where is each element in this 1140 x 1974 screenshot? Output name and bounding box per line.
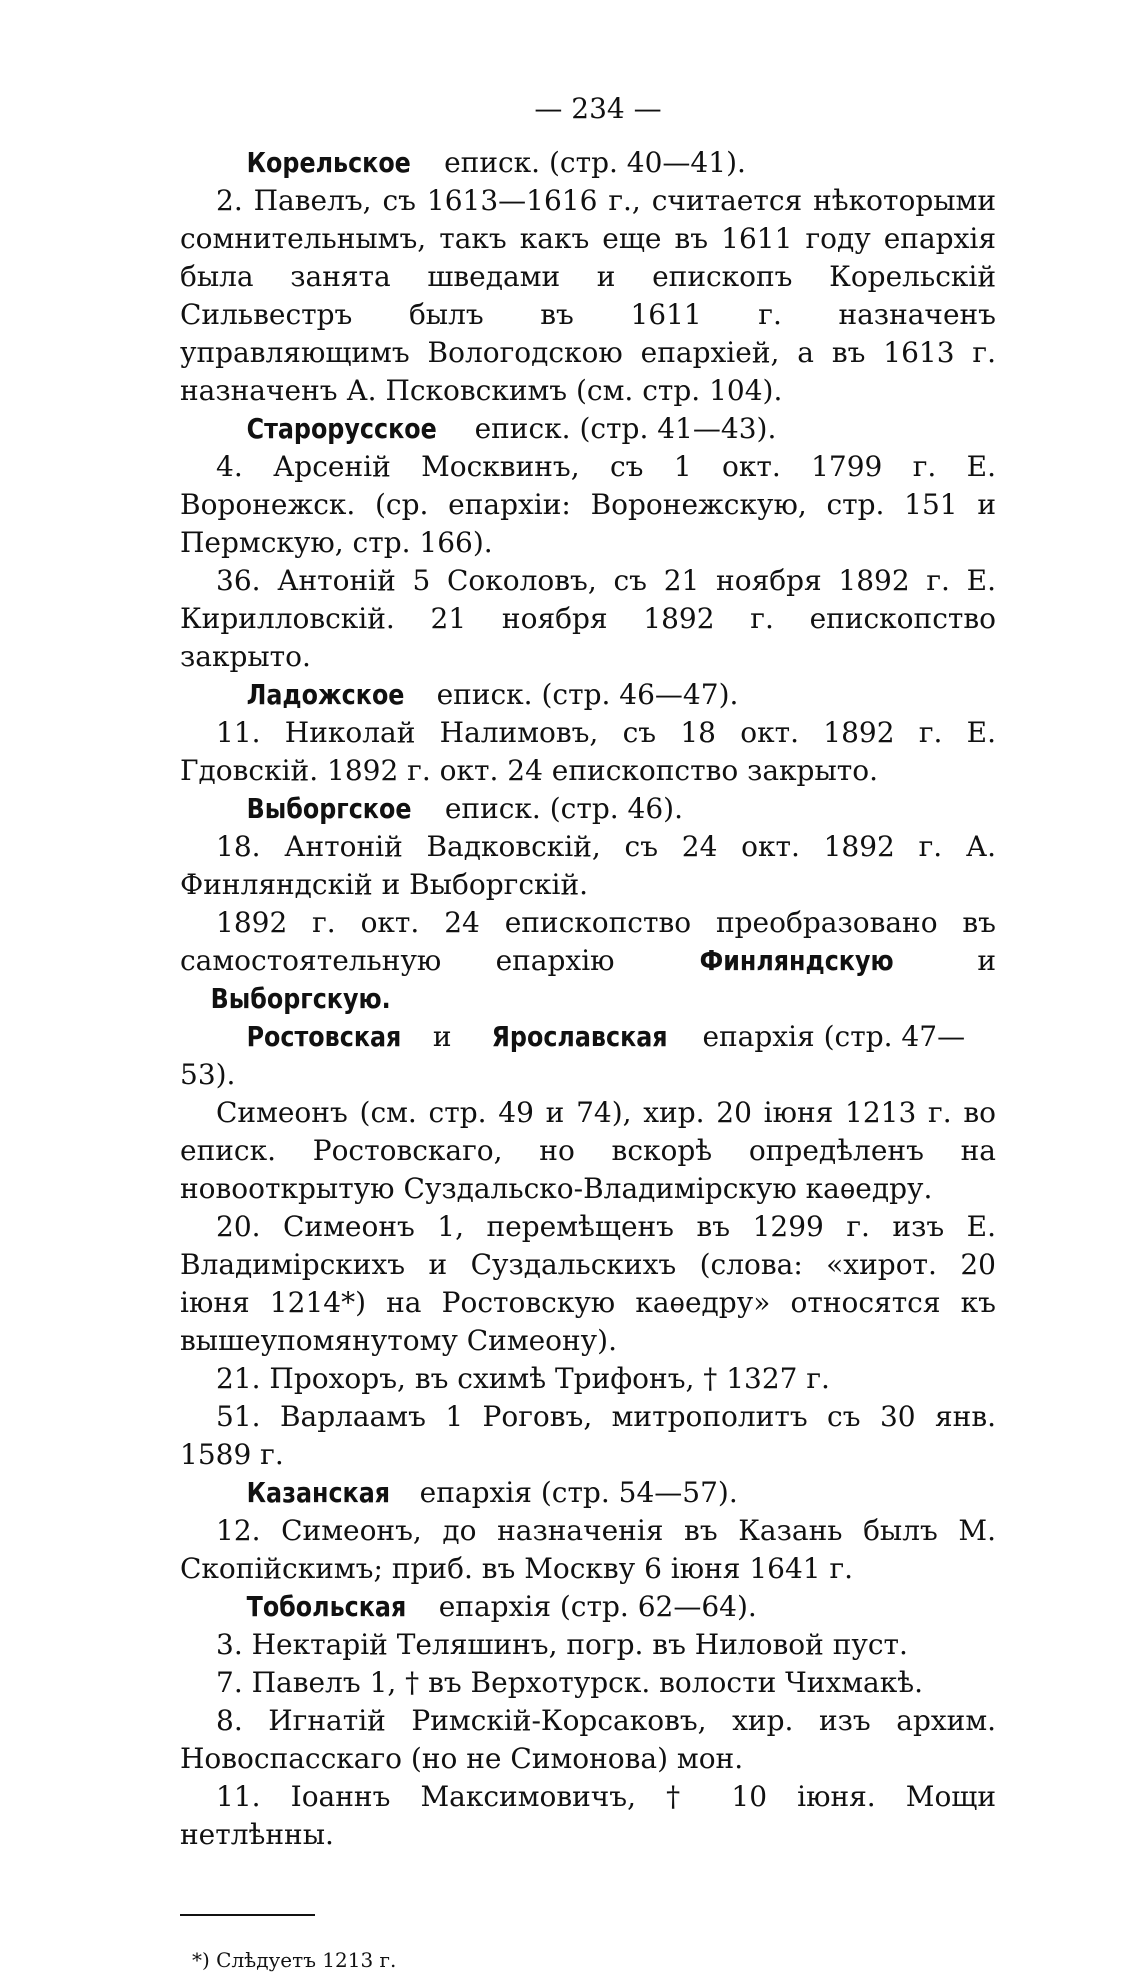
paragraph: 12. Симеонъ, до назначенія въ Казань былъ М. Скопійскимъ; приб. въ Москву 6 іюня 1641 г. bbox=[180, 1514, 996, 1585]
paragraph: 11. Николай Налимовъ, съ 18 окт. 1892 г. Е. Гдовскій. 1892 г. окт. 24 епископство закрыто. bbox=[180, 716, 996, 787]
page-number: — 234 — bbox=[534, 92, 662, 125]
paragraph: 11. Іоаннъ Максимовичъ, † 10 іюня. Мощи нетлѣнны. bbox=[180, 1780, 996, 1851]
heading-kazan: Казанская епархія (стр. 54—57). bbox=[246, 1476, 738, 1509]
heading-tobolsk: Тобольская епархія (стр. 62—64). bbox=[246, 1590, 757, 1623]
paragraph: Симеонъ (см. стр. 49 и 74), хир. 20 іюня 1213 г. во еписк. Ростовскаго, но вскорѣ опредѣленъ на новооткрытую Суздальско-Владимірскую каѳедру. bbox=[180, 1096, 996, 1205]
paragraph: 18. Антоній Вадковскій, съ 24 окт. 1892 г. А. Финляндскій и Выборгскій. bbox=[180, 830, 996, 901]
heading-starorusskoe: Старорусское еписк. (стр. 41—43). bbox=[246, 412, 777, 445]
footnote-rule bbox=[180, 1914, 315, 1916]
paragraph: 2. Павелъ, съ 1613—1616 г., считается нѣкоторыми сомнительнымъ, такъ какъ еще въ 1611 году епархія была занята шведами и епископъ Корельскій Сильвестръ былъ въ 1611 г. назначенъ управляющимъ Вологодскою епархіей, а въ 1613 г. назначенъ А. Псковскимъ (см. стр. 104). bbox=[180, 184, 996, 407]
footnote: *) Слѣдуетъ 1213 г. bbox=[192, 1948, 397, 1972]
page bbox=[180, 90, 996, 1974]
heading-vyborgskoe: Выборгское еписк. (стр. 46). bbox=[246, 792, 684, 825]
heading-rostov: Ростовская и Ярославская епархія (стр. 47—53). bbox=[180, 1020, 966, 1091]
paragraph: 51. Варлаамъ 1 Роговъ, митрополитъ съ 30 янв. 1589 г. bbox=[180, 1400, 996, 1471]
paragraph: 21. Прохоръ, въ схимѣ Трифонъ, † 1327 г. bbox=[216, 1362, 830, 1395]
paragraph: 8. Игнатій Римскій-Корсаковъ, хир. изъ архим. Новоспасскаго (но не Симонова) мон. bbox=[180, 1704, 996, 1775]
paragraph: 4. Арсеній Москвинъ, съ 1 окт. 1799 г. Е. Воронежск. (ср. епархіи: Воронежскую, стр. 151 и Пермскую, стр. 166). bbox=[180, 450, 996, 559]
heading-korelskoe: Корельское еписк. (стр. 40—41). bbox=[246, 146, 746, 179]
transform-note: 1892 г. окт. 24 епископство преобразовано въ самостоятельную епархію Финляндскую и Выборгскую. bbox=[180, 906, 997, 1015]
paragraph: 20. Симеонъ 1, перемѣщенъ въ 1299 г. изъ Е. Владимірскихъ и Суздальскихъ (слова: «хирот. 20 іюня 1214*) на Ростовскую каѳедру» относятся къ вышеупомянутому Симеону). bbox=[180, 1210, 996, 1357]
heading-ladozhskoe: Ладожское еписк. (стр. 46—47). bbox=[246, 678, 739, 711]
paragraph: 7. Павелъ 1, † въ Верхотурск. волости Чихмакѣ. bbox=[216, 1666, 923, 1699]
paragraph: 36. Антоній 5 Соколовъ, съ 21 ноября 1892 г. Е. Кирилловскій. 21 ноября 1892 г. епископство закрыто. bbox=[180, 564, 996, 673]
paragraph: 3. Нектарій Теляшинъ, погр. въ Ниловой пуст. bbox=[216, 1628, 908, 1661]
